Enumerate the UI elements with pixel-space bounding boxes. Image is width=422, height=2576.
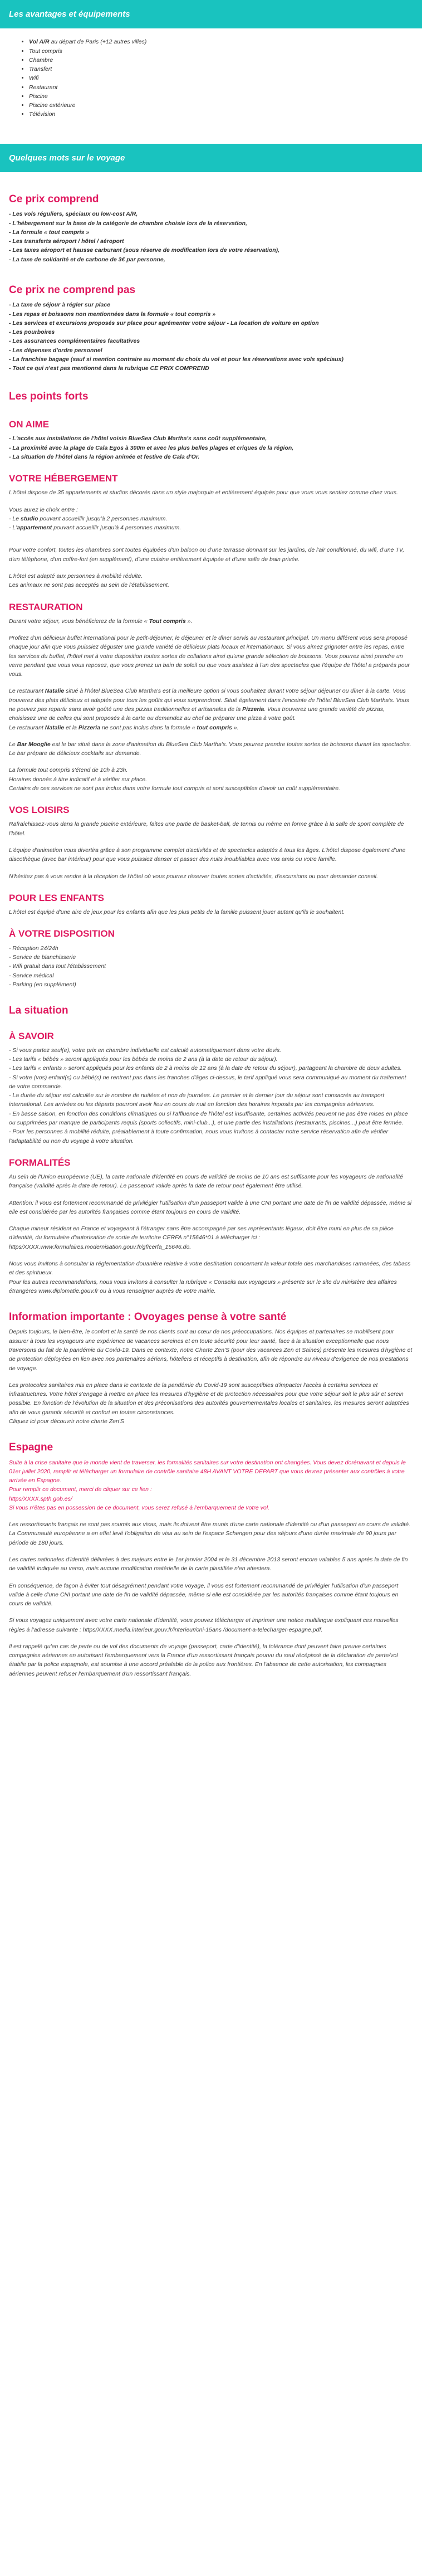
espagne-cni: Les cartes nationales d'identité délivrées à des majeurs entre le 1er janvier 2004 et le 31 décembre 2013 seront encore valables 5 ans après la date de fin de validité indiquée au verso, mais aucune modification matérielle de la carte plastifiée n'en attestera. [9, 1556, 408, 1572]
covid-protocoles: Les protocoles sanitaires mis en place dans le contexte de la pandémie du Covid-19 sont susceptibles d'impacter l'accès à certains services et infrastructures. Votre hôtel s'engage à mettre en place les mesures d'hygiène et de protection nécessaires pour que votre séjour soit le plus sûr et serein possible. En fonction de l'évolution de la situation et des préconisations des autorités gouvernementales locales et sanitaires, les mesures seront adaptées afin de vous garantir sécurité et confort en toutes circonstances. [9, 1381, 409, 1416]
situation-heading: La situation [9, 1005, 68, 1017]
restauration-heading: RESTAURATION [9, 601, 83, 612]
list-item: - L'hébergement sur la base de la catégorie de chambre choisie lors de la réservation, [9, 220, 247, 227]
restauration-supplement: Certains de ces services ne sont pas inclus dans votre formule tout compris et sont susceptibles d'avoir un coût supplémentaire. [9, 785, 340, 792]
espagne-visas: Les ressortissants français ne sont pas soumis aux visas, mais ils doivent être munis d'une carte nationale d'identité ou d'un passeport en cours de validité. La Communauté européenne a en effet levé l'obligation de visa au sein de l'espace Schengen pour des séjours d'une durée maximale de 90 jours par période de 180 jours. [9, 1521, 410, 1546]
avantage-item: • Piscine [29, 92, 413, 101]
hebergement-animaux: Les animaux ne sont pas acceptés au sein de l'établissement. [9, 582, 170, 589]
hebergement-studio: - Le studio pouvant accueillir jusqu'à 2 personnes maximum. [9, 515, 168, 522]
list-item: - Si votre (vos) enfant(s) ou bébé(s) ne rentrent pas dans les tranches d'âges ci-dessus, le tarif appliqué vous sera communiqué au moment du traitement de votre commande. [9, 1074, 406, 1090]
avantages-list [9, 37, 413, 119]
espagne-alerte: Suite à la crise sanitaire que le monde vient de traverser, les formalités sanitaires sur votre destination ont changées. Vous devez dorénavant et depuis le 01er juillet 2020, remplir et télécharger un formulaire de contrôle sanitaire 48H AVANT VOTRE DEPART que vous devrez présenter aux contrôles à votre arrivée en Espagne. [9, 1459, 406, 1484]
hebergement-text [9, 488, 413, 590]
list-item: - Les pourboires [9, 329, 55, 336]
list-item: - Tout ce qui n'est pas mentionné dans la rubrique CE PRIX COMPREND [9, 365, 209, 372]
avantage-item: • Vol A/R au départ de Paris (+12 autres villes) [29, 37, 413, 46]
prix-comprend-list [9, 210, 413, 264]
list-item: - En basse saison, en fonction des conditions climatiques ou si l'affluence de l'hôtel est insuffisante, certaines activités peuvent ne pas être mises en place ou supprimées par manque de participants requis (sports collectifs, mini-club...), et une partie des installations (restaurants, piscines...) peut être fermée. [9, 1110, 408, 1126]
list-item: - Si vous partez seul(e), votre prix en chambre individuelle est calculé automatiquement dans votre devis. [9, 1046, 282, 1054]
list-item: - Service médical [9, 972, 54, 979]
list-item: - Les assurances complémentaires facultatives [9, 338, 140, 345]
enfants-text [9, 908, 413, 917]
hebergement-appartement: - L'appartement pouvant accueillir jusqu'à 4 personnes maximum. [9, 524, 181, 532]
espagne-refus: Si vous n'êtes pas en possession de ce document, vous serez refusé à l'embarquement de votre vol. [9, 1504, 270, 1511]
avantages-section [0, 28, 422, 126]
points-forts-heading: Les points forts [9, 391, 89, 403]
loisirs-piscine: Rafraîchissez-vous dans la grande piscine extérieure, faites une partie de basket-ball, de tennis ou même en forme grâce à la salle de sport complète de l'hôtel. [9, 821, 404, 837]
formalites-text [9, 1172, 413, 1296]
avantage-item: • Restaurant [29, 83, 413, 92]
list-item: - La franchise bagage (sauf si mention contraire au moment du choix du vol et pour les réservations avec vols spéciaux) [9, 356, 344, 363]
avantage-item: • Tout compris [29, 47, 413, 56]
list-item: - Les vols réguliers, spéciaux ou low-cost A/R, [9, 211, 138, 218]
list-item: - Service de blanchisserie [9, 954, 76, 961]
formalites-heading: FORMALITÉS [9, 1157, 71, 1168]
list-item: - La durée du séjour est calculée sur le nombre de nuitées et non de journées. Le premier et le dernier jour du séjour sont consacrés au transport international. Les arrivées ou les départs pourront avoir lieu en cours de nuit en fonction des horaires imposés par les compagnies aériennes. [9, 1092, 385, 1108]
savoir-list [9, 1046, 413, 1146]
espagne-lien[interactable]: https/XXXX.spth.gob.es/ [9, 1495, 72, 1502]
restauration-horaires-note: Horaires donnés à titre indicatif et à vérifier sur place. [9, 776, 148, 783]
list-item: - Les dépenses d'ordre personnel [9, 347, 102, 354]
restauration-bar: Le Bar Mooglie est le bar situé dans la zone d'animation du BlueSea Club Martha's. Vous pourrez prendre toutes sortes de boissons durant les spectacles. Le bar prépare de délicieux cocktails sur demande. [9, 741, 411, 757]
loisirs-reception: N'hésitez pas à vous rendre à la réception de l'hôtel où vous pourrez réserver toutes sortes d'activités, d'excursions ou pour demander conseil. [9, 873, 378, 880]
list-item: - La taxe de séjour à régler sur place [9, 301, 111, 309]
list-item: - Parking (en supplément) [9, 981, 76, 988]
formalites-mineur: Chaque mineur résident en France et voyageant à l'étranger sans être accompagné par ses représentants légaux, doit être muni en plus de sa pièce d'identité, du formulaire d'autorisation de sortie de territoire CERFA n°15646*01 à télécharger ici : https/XXXX.www.formulaires.modernisation.gouv.fr/gf/cerfa_15646.do. [9, 1225, 394, 1250]
list-item: - Wifi gratuit dans tout l'établissement [9, 963, 106, 970]
mots-banner: Quelques mots sur le voyage [0, 144, 422, 172]
prix-ne-comprend-list [9, 300, 413, 373]
list-item: - Réception 24/24h [9, 944, 58, 952]
avantage-item: • Wifi [29, 74, 413, 82]
enfants-heading: POUR LES ENFANTS [9, 892, 104, 903]
list-item: - Les taxes aéroport et hausse carburant (sous réserve de modification lors de votre réservation), [9, 247, 280, 254]
list-item: - La proximité avec la plage de Cala Egos à 300m et avec les plus belles plages et criques de la région, [9, 444, 294, 451]
espagne-passeport: En conséquence, de façon à éviter tout désagrément pendant votre voyage, il vous est fortement recommandé de privilégier l'utilisation d'un passeport valide à celle d'une CNI portant une date de fin de validité dépassée, même si elle est considérée par les autorités françaises comme étant toujours en cours de validité. [9, 1582, 399, 1608]
list-item: - La taxe de solidarité et de carbone de 3€ par personne, [9, 256, 165, 263]
list-item: - Les tarifs « enfants » seront appliqués pour les enfants de 2 à moins de 12 ans (à la date de retour du séjour), partageant la chambre de deux adultes. [9, 1065, 402, 1072]
covid-text [9, 1327, 413, 1426]
savoir-heading: À SAVOIR [9, 1030, 54, 1041]
list-item: - Les tarifs « bébés » seront appliqués pour les bébés de moins de 2 ans (à la date de retour du séjour). [9, 1056, 278, 1063]
formalites-ue: Au sein de l'Union européenne (UE), la carte nationale d'identité en cours de validité de moins de 10 ans est suffisante pour les voyageurs de nationalité française (validité après la date de retour). Le passeport valide après la date de retour peut également être utilisé. [9, 1173, 403, 1190]
restauration-non-inclus: Le restaurant Natalie et la Pizzeria ne sont pas inclus dans la formule « tout compris ». [9, 724, 239, 731]
hebergement-heading: VOTRE HÉBERGEMENT [9, 473, 118, 484]
espagne-perte: Il est rappelé qu'en cas de perte ou de vol des documents de voyage (passeport, carte d'identité), la tolérance dont peuvent faire preuve certaines compagnies aériennes en autorisant l'embarquement vers la France d'un ressortissant français pourvu du seul récépissé de la déclaration de perte/vol établie par la police espagnole, est soumise à une accord préalable de la police aux frontières. En l'absence de cette autorisation, les compagnies aériennes peuvent refuser l'embarquement d'un ressortissant français. [9, 1643, 398, 1677]
restauration-horaires: La formule tout compris s'étend de 10h à 23h. [9, 767, 128, 774]
list-item: - La formule « tout compris » [9, 228, 90, 236]
disposition-list [9, 944, 413, 989]
restauration-formule: Durant votre séjour, vous bénéficierez de la formule « Tout compris ». [9, 617, 193, 625]
list-item: - Les services et excursions proposés sur place pour agrémenter votre séjour - La location de voiture en option [9, 319, 319, 327]
formalites-douane: Nous vous invitons à consulter la réglementation douanière relative à votre destination concernant la valeur totale des marchandises ramenées, des tabacs et des spiritueux. [9, 1260, 411, 1277]
loisirs-heading: VOS LOISIRS [9, 805, 70, 816]
espagne-text [9, 1458, 413, 1678]
hebergement-pmr: L'hôtel est adapté aux personnes à mobilité réduite. [9, 573, 143, 580]
hebergement-confort: Pour votre confort, toutes les chambres sont toutes équipées d'un balcon ou d'une terrasse donnant sur les jardins, de l'air conditionné, du wifi, d'une TV, d'un téléphone, d'un coffre-fort (en supplément), d'une cuisine entièrement équipée et d'une salle de bain privée. [9, 547, 404, 563]
list-item: - Pour les personnes à mobilité réduite, préalablement à toute confirmation, nous vous invitons à contacter notre service réservation afin de vérifier l'adaptabilité ou non du voyage à votre situation. [9, 1128, 389, 1145]
espagne-notice: Si vous voyagez uniquement avec votre carte nationale d'identité, vous pouvez télécharger et imprimer une notice multilingue expliquant ces nouvelles règles à l'adresse suivante : https/XXXX.media.interieur.gouv.fr/interieur/cni-15ans /document-a-telecharger-espagne.pdf. [9, 1617, 399, 1633]
formalites-conseils: Pour les autres recommandations, nous vous invitons à consulter la rubrique « Conseils aux voyageurs » présente sur le site du ministère des affaires étrangères www.diplomatie.gouv.fr ou à vous renseigner auprès de votre mairie. [9, 1278, 397, 1294]
covid-intro: Depuis toujours, le bien-être, le confort et la santé de nos clients sont au cœur de nos préoccupations. Nos équipes et partenaires se mobilisent pour assurer à tous les voyageurs une expérience de vacances sereines et en toute sécurité pour leur santé, face à la situation exceptionnelle que nous traversons du fait de la pandémie du Covid-19. Dans ce contexte, notre Charte Zen'S (pour des vacances Zen et Saines) présente les mesures d'hygiène et de protection déployées en lien avec nos partenaires aériens, hôteliers et réceptifs à destination, afin de répondre au niveau d'exigence de nos prestations de voyage. [9, 1328, 413, 1372]
avantage-item: • Piscine extérieure [29, 101, 413, 110]
enfants-aire-jeux: L'hôtel est équipé d'une aire de jeux pour les enfants afin que les plus petits de la famille puissent jouer autant qu'ils le souhaitent. [9, 909, 345, 916]
hebergement-choix: Vous aurez le choix entre : [9, 506, 78, 513]
avantages-banner: Les avantages et équipements [0, 0, 422, 28]
on-aime-list [9, 434, 413, 461]
list-item: - Les repas et boissons non mentionnées dans la formule « tout compris » [9, 310, 216, 318]
list-item: - L'accès aux installations de l'hôtel voisin BlueSea Club Martha's sans coût supplémentaire, [9, 435, 267, 442]
restauration-buffet: Profitez d'un délicieux buffet international pour le petit-déjeuner, le déjeuner et le dîner servis au restaurant principal. Un menu différent vous sera proposé chaque jour afin que vous puissiez déguster une grande variété de délicieux plats locaux et internationaux. Si vous aimez grignoter entre les repas, entre les services du buffet, l'hôtel met à votre disposition toutes sortes de collations ainsi qu'une grande sélection de boissons. Vous pourrez ainsi prendre un verre pendant que vous vous reposez, que vous prenez un bain de soleil ou que vous assistez à l'un des spectacles que l'équipe de l'hôtel a préparés pour vous. [9, 635, 410, 678]
prix-ne-comprend-heading: Ce prix ne comprend pas [9, 284, 136, 296]
covid-heading: Information importante : Ovoyages pense à votre santé [9, 1311, 287, 1323]
hebergement-intro: L'hôtel dispose de 35 appartements et studios décorés dans un style majorquin et entièrement équipés pour que vous vous sentiez comme chez vous. [9, 489, 398, 496]
prix-comprend-heading: Ce prix comprend [9, 193, 99, 205]
avantage-item: • Télévision [29, 110, 413, 119]
espagne-lien-intro: Pour remplir ce document, merci de cliquer sur ce lien : [9, 1486, 152, 1493]
on-aime-heading: ON AIME [9, 418, 50, 430]
loisirs-text [9, 820, 413, 880]
list-item: - La situation de l'hôtel dans la région animée et festive de Cala d'Or. [9, 453, 200, 460]
restauration-text [9, 617, 413, 793]
restauration-natalie: Le restaurant Natalie situé à l'hôtel BlueSea Club Martha's est la meilleure option si vous souhaitez durant votre séjour déjeuner ou dîner à la carte. Vous trouverez des plats délicieux et adaptés pour tous les goûts qui vous surprendront. Situé également dans l'enceinte de l'hôtel BlueSea Club Martha's. Vous ne pouvez pas repartir sans avoir goûté une des pizzas traditionnelles et artisanales de la Pizzeria. Vous trouverez une grande variété de pizzas, choisissez une de celles qui sont proposés à la carte ou demandez au chef de préparer une pizza à votre goût. [9, 688, 409, 722]
avantage-item: • Transfert [29, 65, 413, 74]
formalites-attention: Attention: il vous est fortement recommandé de privilégier l'utilisation d'un passeport valide à une CNI portant une date de fin de validité dépassée, même si elle est considérée par les autorités françaises comme étant toujours en cours de validité. [9, 1199, 412, 1215]
mots-section [0, 172, 422, 1691]
loisirs-animation: L'équipe d'animation vous divertira grâce à son programme complet d'activités et de spectacles adaptés à tous les âges. L'hôtel dispose également d'une discothèque (avec bar intérieur) pour que vous puissiez danser et passer des nuits inoubliables avec vos amis ou votre famille. [9, 847, 406, 863]
avantage-item: • Chambre [29, 56, 413, 65]
list-item: - Les transferts aéroport / hôtel / aéroport [9, 238, 124, 245]
covid-charte-link[interactable]: Cliquez ici pour découvrir notre charte Zen'S [9, 1418, 124, 1425]
espagne-heading: Espagne [9, 1442, 53, 1454]
disposition-heading: À VOTRE DISPOSITION [9, 928, 115, 939]
